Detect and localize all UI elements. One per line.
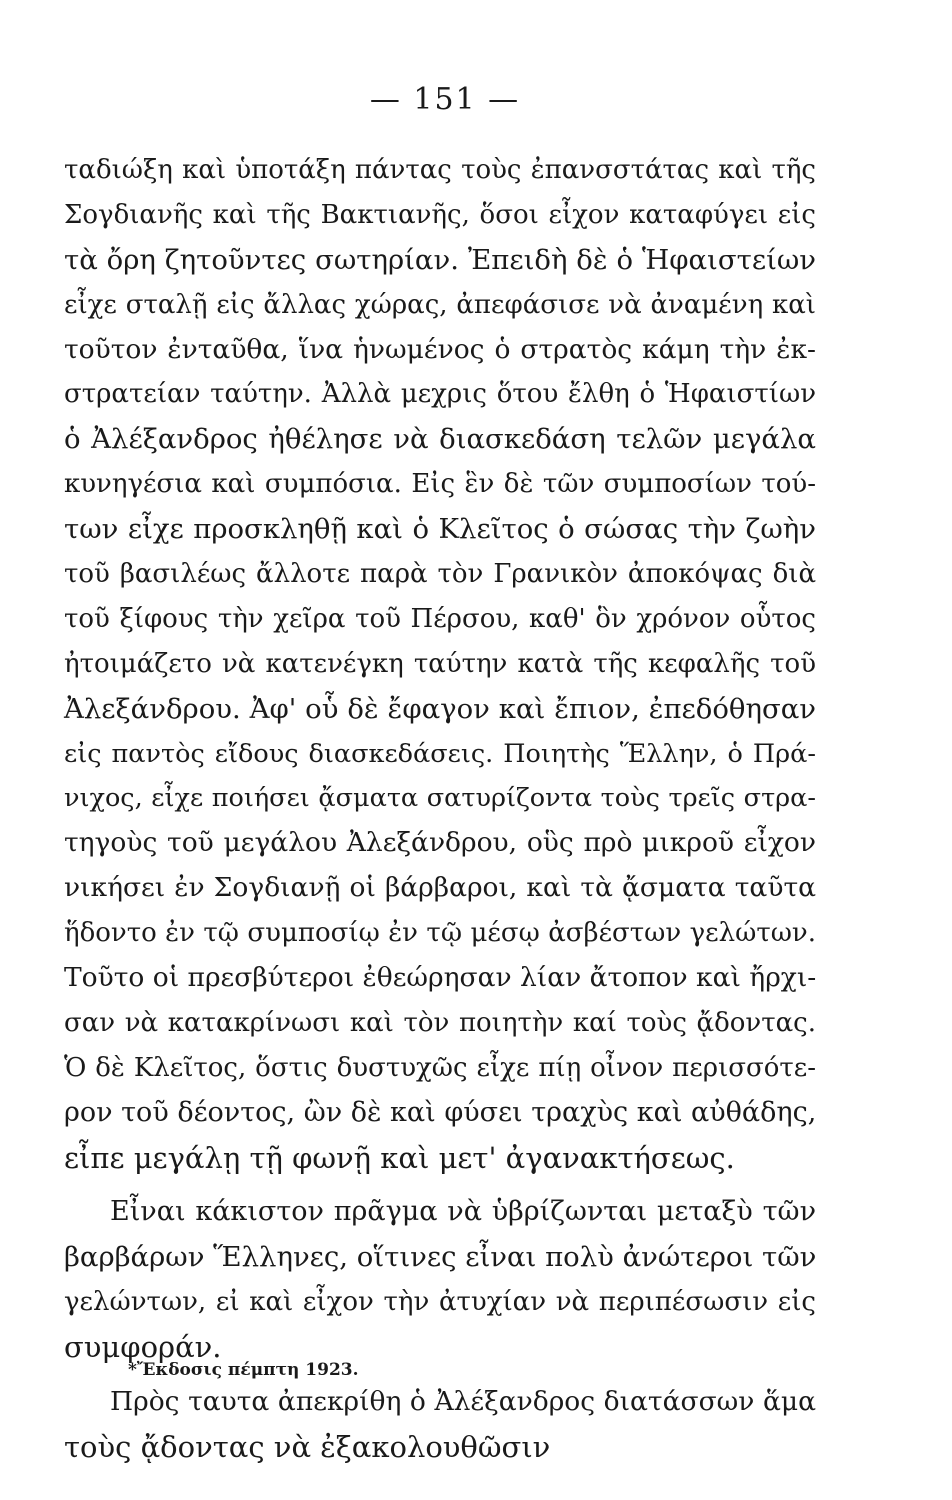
text-line: εἶπε μεγάλῃ τῇ φωνῇ καὶ μετ' ἀγανακτήσεως. <box>64 1140 735 1175</box>
text-line: των εἶχε προσκληθῇ καὶ ὁ Κλεῖτος ὁ σώσας τὴν ζωὴν <box>64 513 816 546</box>
page-number: — 151 — <box>369 82 521 117</box>
text-line: τηγοὺς τοῦ μεγάλου Ἀλεξάνδρου, οὓς πρὸ μικροῦ εἶχον <box>64 827 816 859</box>
text-line: ὁ Ἀλέξανδρος ἠθέλησε νὰ διασκεδάση τελῶν μεγάλα <box>64 423 816 456</box>
text-line: στρατείαν ταύτην. Ἀλλὰ μεχρις ὅτου ἔλθη ὁ Ἡφαιστίων <box>64 379 816 410</box>
text-line: τοῦ βασιλέως ἄλλοτε παρὰ τὸν Γρανικὸν ἀποκόψας διὰ <box>64 559 816 590</box>
text-line: γελώντων, εἰ καὶ εἶχον τὴν ἀτυχίαν νὰ περιπέσωσιν εἰς <box>64 1287 816 1318</box>
text-line: ρον τοῦ δέοντος, ὢν δὲ καὶ φύσει τραχὺς καὶ αὐθάδης, <box>64 1096 817 1128</box>
text-line: κυνηγέσια καὶ συμπόσια. Εἰς ἓν δὲ τῶν συμποσίων τού- <box>64 469 816 500</box>
text-line: Ὁ δὲ Κλεῖτος, ὅστις δυστυχῶς εἶχε πίῃ οἶνον περισσότε- <box>64 1052 816 1083</box>
text-line: Σογδιανῆς καὶ τῆς Βακτιανῆς, ὅσοι εἶχον καταφύγει εἰς <box>64 199 816 230</box>
text-line: σαν νὰ κατακρίνωσι καὶ τὸν ποιητὴν καί τοὺς ᾄδοντας. <box>64 1007 816 1038</box>
paragraph-3 <box>64 1380 816 1470</box>
text-line: εἰς παντὸς εἴδους διασκεδάσεις. Ποιητὴς Ἕλλην, ὁ Πρά- <box>64 738 816 769</box>
paragraph-1 <box>64 148 816 1180</box>
text-line: εἶχε σταλῇ εἰς ἄλλας χώρας, ἀπεφάσισε νὰ ἀναμένη καὶ <box>64 289 816 320</box>
text-line: Τοῦτο οἱ πρεσβύτεροι ἐθεώρησαν λίαν ἄτοπον καὶ ἤρχι- <box>64 962 817 994</box>
paragraph-2 <box>64 1190 816 1370</box>
text-line: τὰ ὄρη ζητοῦντες σωτηρίαν. Ἐπειδὴ δὲ ὁ Ἡφαιστείων <box>64 243 816 276</box>
text-line: τοῦτον ἐνταῦθα, ἵνα ἡνωμένος ὁ στρατὸς κάμη τὴν ἐκ- <box>64 333 816 365</box>
text-line: συμφοράν. <box>64 1330 222 1365</box>
text-line: Πρὸς ταυτα ἀπεκρίθη ὁ Ἀλέξανδρος διατάσσων ἅμα <box>110 1386 816 1418</box>
text-line: νιχος, εἶχε ποιήσει ᾄσματα σατυρίζοντα τοὺς τρεῖς στρα- <box>64 783 816 814</box>
body-text <box>64 148 816 1470</box>
edition-footnote: *Ἔκδοσις πέμπτη 1923. <box>128 1360 359 1380</box>
text-line: Ἀλεξάνδρου. Ἀφ' οὗ δὲ ἔφαγον καὶ ἔπιον, ἐπεδόθησαν <box>64 692 816 725</box>
text-line: νικήσει ἐν Σογδιανῇ οἱ βάρβαροι, καὶ τὰ ᾄσματα ταῦτα <box>64 872 816 904</box>
text-line: ἥδοντο ἐν τῷ συμποσίῳ ἐν τῷ μέσῳ ἀσβέστων γελώτων. <box>64 918 816 949</box>
text-line: τοῦ ξίφους τὴν χεῖρα τοῦ Πέρσου, καθ' ὃν χρόνον οὗτος <box>64 603 816 634</box>
text-line: Εἶναι κάκιστον πρᾶγμα νὰ ὑβρίζωνται μεταξὺ τῶν <box>110 1196 816 1228</box>
text-line: ἠτοιμάζετο νὰ κατενέγκη ταύτην κατὰ τῆς κεφαλῆς τοῦ <box>64 648 816 679</box>
text-line: βαρβάρων Ἕλληνες, οἵτινες εἶναι πολὺ ἀνώτεροι τῶν <box>64 1241 817 1274</box>
text-line: ταδιώξη καὶ ὑποτάξη πάντας τοὺς ἐπανσστάτας καὶ τῆς <box>64 155 816 185</box>
text-line: τοὺς ᾄδοντας νὰ ἐξακολουθῶσιν <box>64 1429 551 1464</box>
